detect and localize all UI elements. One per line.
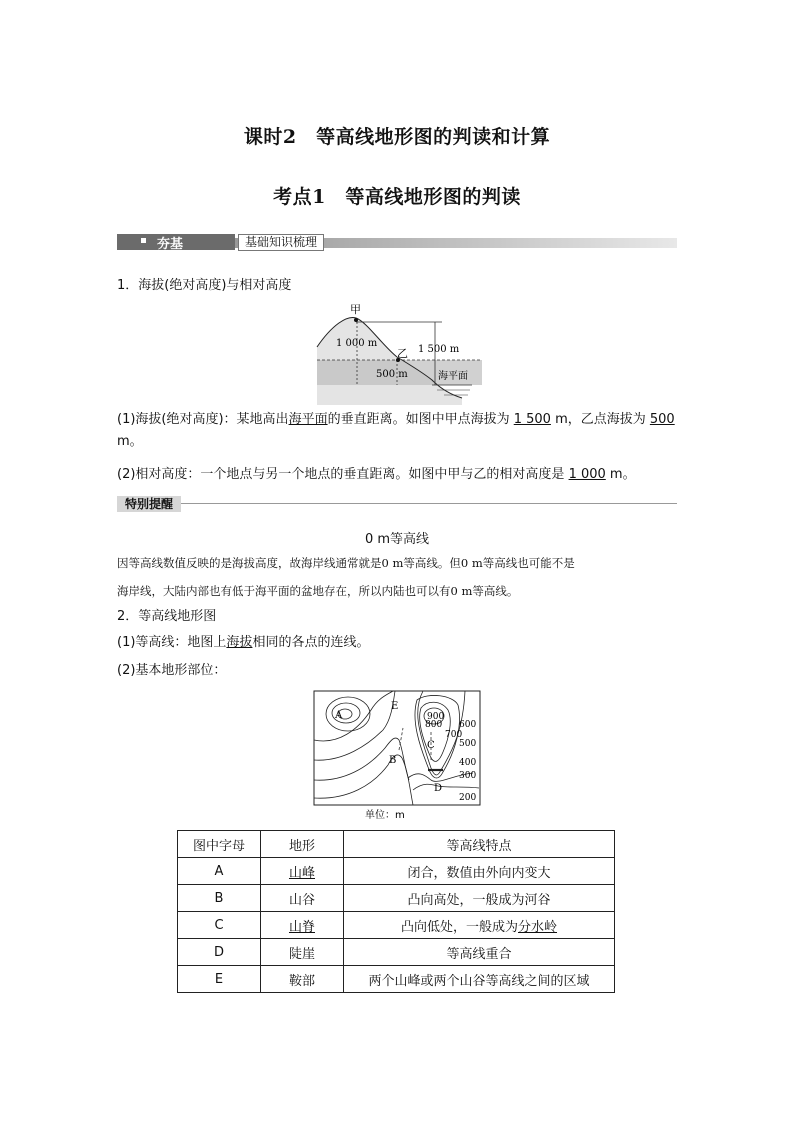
divider bbox=[181, 503, 677, 504]
table-cell: E bbox=[178, 966, 261, 993]
table-cell: 两个山峰或两个山谷等高线之间的区域 bbox=[344, 966, 615, 993]
relative-height-label: 1 000 m bbox=[336, 338, 378, 349]
table-cell: 陡崖 bbox=[261, 939, 344, 966]
contour-300: 300 bbox=[459, 771, 477, 781]
terrain-table bbox=[177, 830, 615, 993]
label-jia: 甲 bbox=[350, 303, 361, 316]
table-header: 图中字母 bbox=[178, 831, 261, 858]
altitude-jia-label: 1 500 m bbox=[418, 344, 460, 355]
relative-height-definition: (2)相对高度：一个地点与另一个地点的垂直距离。如图中甲与乙的相对高度是 1 000 m。 bbox=[117, 467, 636, 482]
point-title: 考点1 等高线地形图的判读 bbox=[273, 186, 521, 208]
contour-200: 200 bbox=[459, 793, 477, 803]
table-header: 等高线特点 bbox=[344, 831, 615, 858]
map-letter-a: A bbox=[335, 710, 343, 721]
contour-600: 600 bbox=[459, 720, 477, 730]
table-row bbox=[178, 912, 615, 939]
note-line-2: 海岸线，大陆内部也有低于海平面的盆地存在，所以内陆也可以有0 m等高线。 bbox=[117, 584, 519, 598]
contour-900: 900 bbox=[427, 712, 445, 722]
map-letter-c: C bbox=[427, 740, 435, 751]
altitude-definition-end: m。 bbox=[117, 434, 143, 449]
contour-400: 400 bbox=[459, 758, 477, 768]
altitude-yi-label: 500 m bbox=[376, 369, 408, 380]
table-cell: 闭合，数值由外向内变大 bbox=[344, 858, 615, 885]
table-cell: 等高线重合 bbox=[344, 939, 615, 966]
map-letter-b: B bbox=[389, 755, 397, 766]
table-cell: C bbox=[178, 912, 261, 939]
section1-heading: 1．海拔(绝对高度)与相对高度 bbox=[117, 278, 292, 293]
table-row bbox=[178, 966, 615, 993]
table-cell: 山脊 bbox=[261, 912, 344, 939]
table-header-row bbox=[178, 831, 615, 858]
table-header: 地形 bbox=[261, 831, 344, 858]
note-title: 0 m等高线 bbox=[364, 532, 430, 547]
map-letter-e: E bbox=[391, 701, 399, 712]
contour-definition: (1)等高线：地图上海拔相同的各点的连线。 bbox=[117, 635, 370, 650]
contour-800: 800 bbox=[425, 720, 443, 730]
table-cell: 鞍部 bbox=[261, 966, 344, 993]
table-cell: 凸向低处，一般成为分水岭 bbox=[344, 912, 615, 939]
table-row bbox=[178, 939, 615, 966]
altitude-diagram bbox=[312, 300, 487, 405]
contour-map bbox=[313, 690, 483, 820]
sea-level-label: 海平面 bbox=[438, 371, 468, 382]
special-note-tag: 特别提醒 bbox=[117, 496, 181, 512]
banner-label-light: 基础知识梳理 bbox=[238, 234, 324, 251]
terrain-parts-heading: (2)基本地形部位： bbox=[117, 663, 227, 678]
table-cell: 凸向高处，一般成为河谷 bbox=[344, 885, 615, 912]
banner-label-dark: 夯基 bbox=[157, 237, 184, 252]
section-banner bbox=[117, 232, 677, 252]
map-unit: 单位：m bbox=[365, 810, 405, 820]
table-cell: B bbox=[178, 885, 261, 912]
lesson-title: 课时2 等高线地形图的判读和计算 bbox=[243, 126, 551, 148]
contour-500: 500 bbox=[459, 739, 477, 749]
note-line-1: 因等高线数值反映的是海拔高度，故海岸线通常就是0 m等高线。但0 m等高线也可能不是 bbox=[117, 556, 575, 570]
table-cell: 山峰 bbox=[261, 858, 344, 885]
table-cell: A bbox=[178, 858, 261, 885]
table-cell: 山谷 bbox=[261, 885, 344, 912]
map-letter-d: D bbox=[434, 783, 443, 794]
table-row bbox=[178, 885, 615, 912]
contour-700: 700 bbox=[445, 730, 463, 740]
altitude-definition: (1)海拔(绝对高度)：某地高出海平面的垂直距离。如图中甲点海拔为 1 500 m，乙点海拔为 500 bbox=[117, 412, 675, 427]
table-cell: D bbox=[178, 939, 261, 966]
section2-heading: 2．等高线地形图 bbox=[117, 609, 217, 624]
label-yi: 乙 bbox=[397, 347, 408, 360]
table-row bbox=[178, 858, 615, 885]
